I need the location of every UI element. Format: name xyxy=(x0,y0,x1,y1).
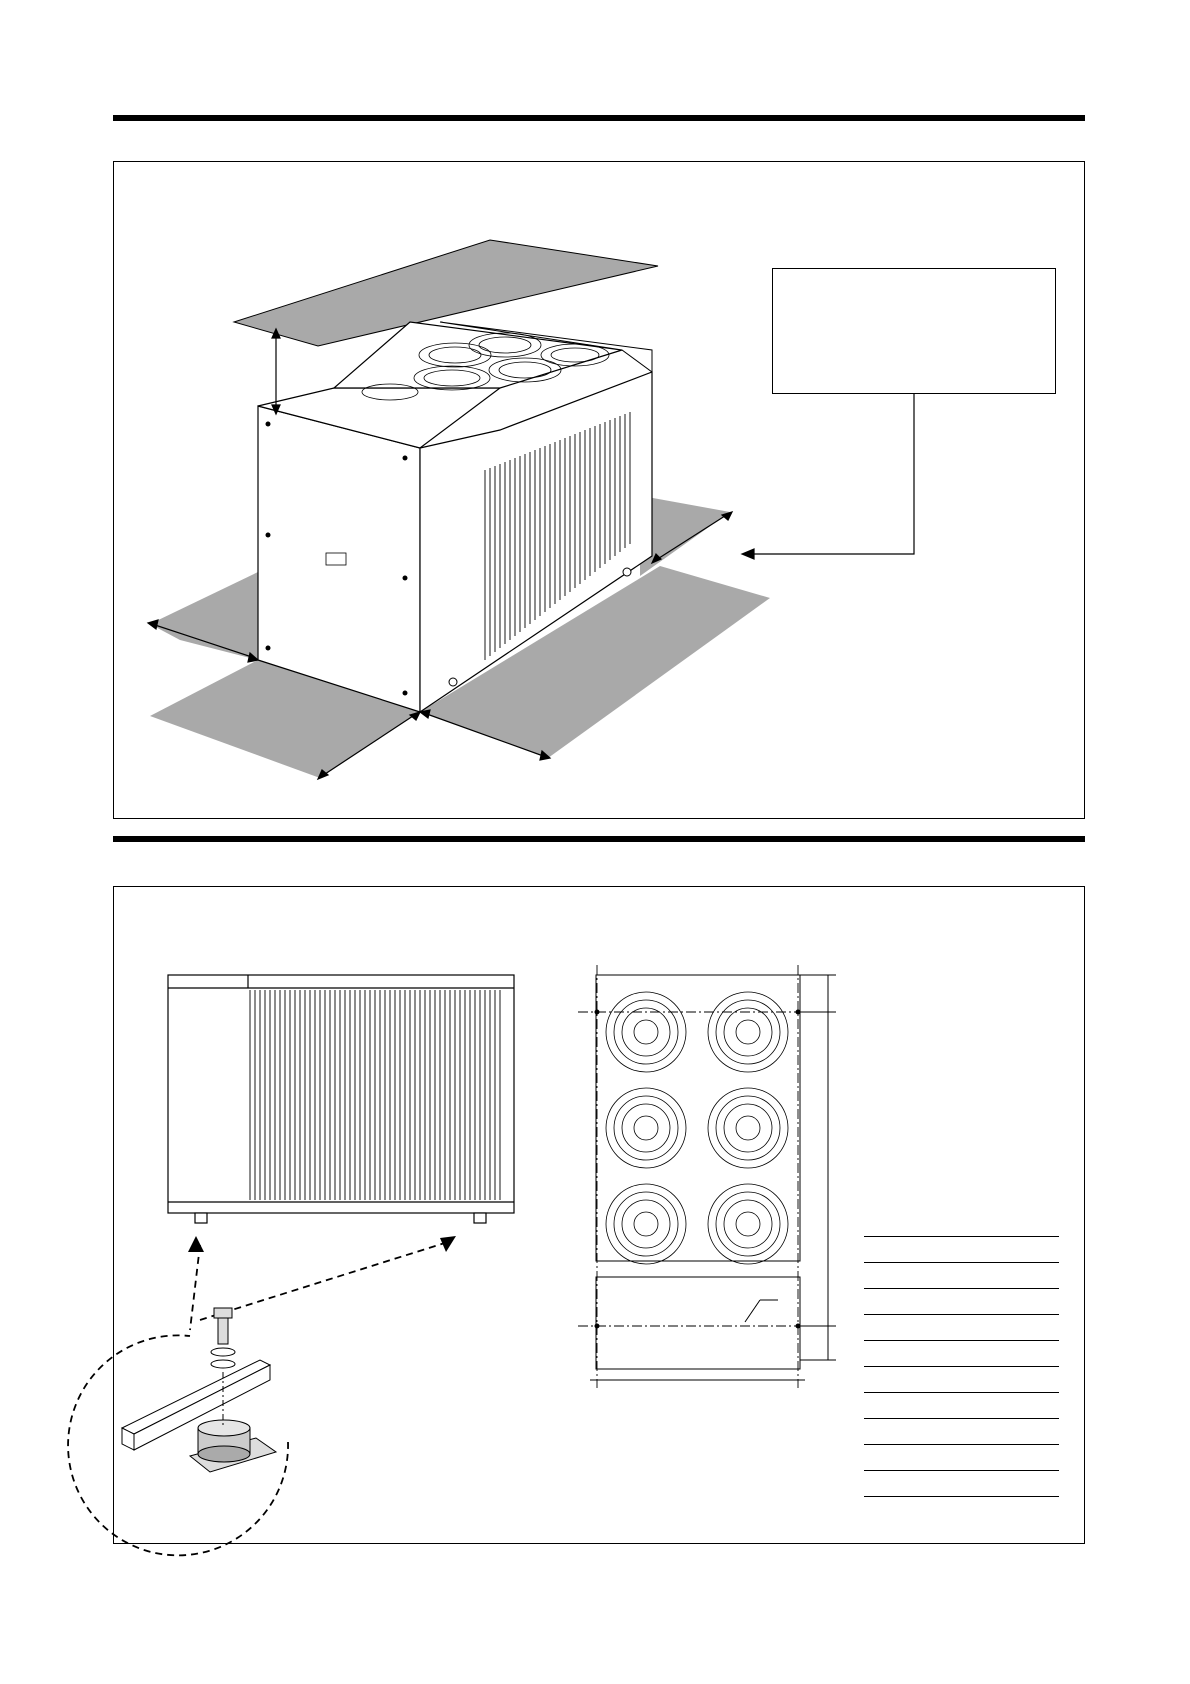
anti-vibration-mount-icon xyxy=(122,1360,276,1472)
spec-line-list xyxy=(864,1236,1059,1522)
unit-side-view xyxy=(168,975,514,1223)
bolt-icon xyxy=(211,1308,235,1428)
unit-top-view xyxy=(596,975,800,1369)
